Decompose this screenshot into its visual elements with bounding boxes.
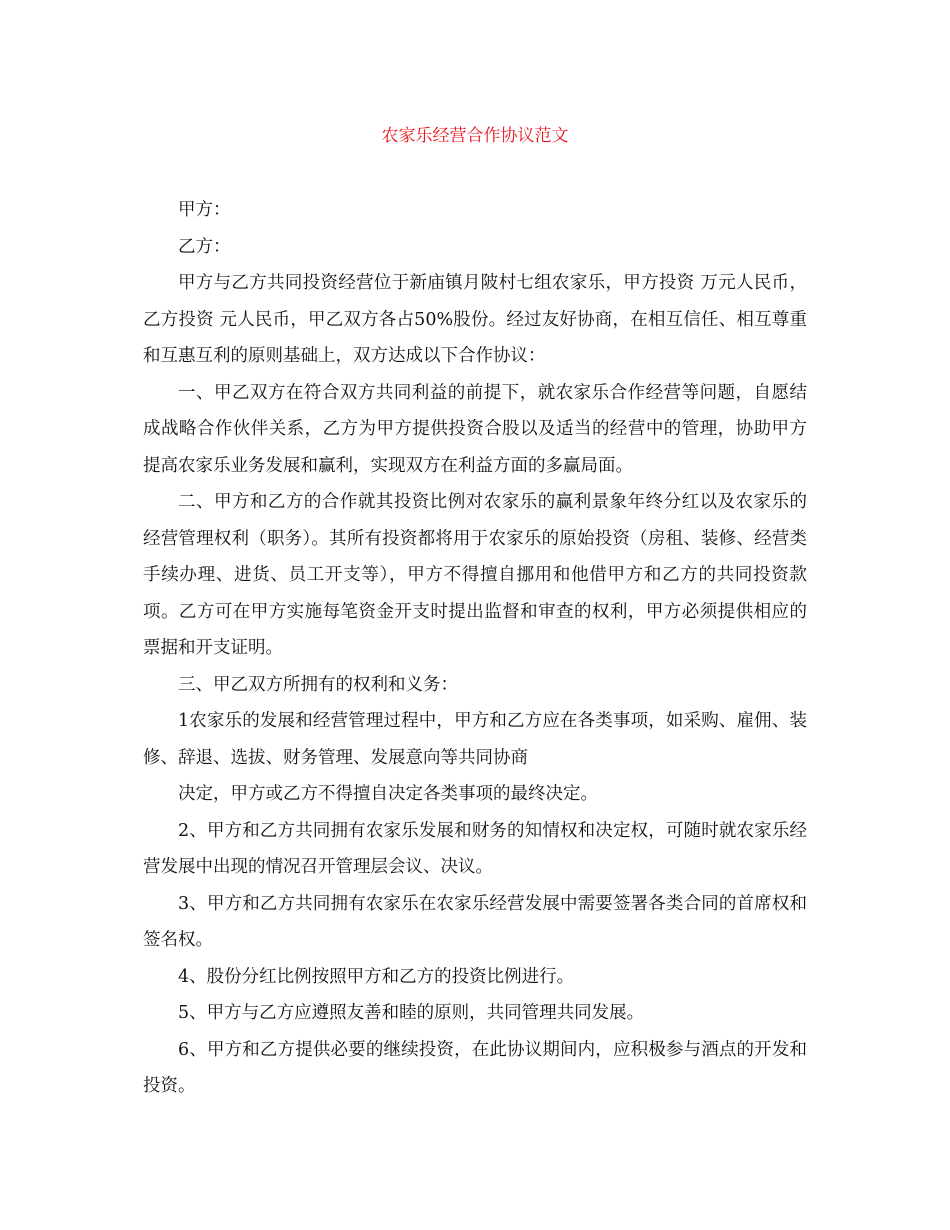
party-a-line: 甲方： xyxy=(178,200,231,220)
clause-3-item-4: 4、股份分红比例按照甲方和乙方的投资比例进行。 xyxy=(178,966,575,987)
clause-3-item-6: 6、甲方和乙方提供必要的继续投资，在此协议期间内，应积极参与酒点的开发和投资。 xyxy=(143,1039,807,1096)
clause-3-item-1: 1农家乐的发展和经营管理过程中，甲方和乙方应在各类事项，如采购、雇佣、装修、辞退、选拔、财务管理、发展意向等共同协商 xyxy=(143,711,807,768)
clause-3-item-1-continued: 决定，甲方或乙方不得擅自决定各类事项的最终决定。 xyxy=(178,784,598,804)
clause-3-item-5: 5、甲方与乙方应遵照友善和睦的原则，共同管理共同发展。 xyxy=(178,1003,645,1023)
clause-1-paragraph: 一、甲乙双方在符合双方共同利益的前提下，就农家乐合作经营等问题，自愿结成战略合作伙伴关系，乙方为甲方提供投资合股以及适当的经营中的管理，协助甲方提高农家乐业务发展和赢利，实现双方在利益方面的多赢局面。 xyxy=(143,382,807,476)
document-title: 农家乐经营合作协议范文 xyxy=(381,126,569,146)
clause-2-paragraph: 二、甲方和乙方的合作就其投资比例对农家乐的赢利景象年终分红以及农家乐的经营管理权利（职务）。其所有投资都将用于农家乐的原始投资（房租、装修、经营类手续办理、进货、员工开支等），甲方不得擅自挪用和他借甲方和乙方的共同投资款项。乙方可在甲方实施每笔资金开支时提出监督和审查的权利，甲方必须提供相应的票据和开支证明。 xyxy=(143,492,807,658)
document-body xyxy=(143,192,807,1105)
clause-3-heading: 三、甲乙双方所拥有的权利和义务： xyxy=(178,674,458,695)
clause-3-item-3: 3、甲方和乙方共同拥有农家乐在农家乐经营发展中需要签署各类合同的首席权和签名权。 xyxy=(143,893,807,950)
clause-3-item-2: 2、甲方和乙方共同拥有农家乐发展和财务的知情权和决定权，可随时就农家乐经营发展中出现的情况召开管理层会议、决议。 xyxy=(143,820,807,877)
intro-paragraph: 甲方与乙方共同投资经营位于新庙镇月陂村七组农家乐，甲方投资 万元人民币，乙方投资 元人民币，甲乙双方各占50%股份。经过友好协商，在相互信任、相互尊重和互惠互利的原则基础上，双方达成以下合作协议： xyxy=(143,273,807,366)
party-b-line: 乙方： xyxy=(178,236,231,257)
